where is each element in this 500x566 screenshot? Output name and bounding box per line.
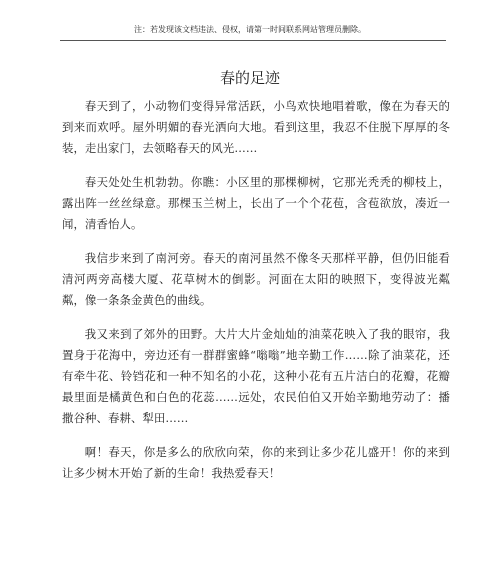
- document-body: [62, 96, 450, 497]
- paragraph-1: 春天到了，小动物们变得异常活跃，小鸟欢快地唱着歌，像在为春天的到来而欢呼。屋外明媚的春光洒向大地。看到这里，我忍不住脱下厚厚的冬装，走出家门，去领略春天的风光……: [62, 99, 450, 155]
- disclaimer-notice: 注：若发现该文档违法、侵权，请第一时间联系网站管理员删除。: [134, 25, 366, 34]
- paragraph-4: 我又来到了郊外的田野。大片大片金灿灿的油菜花映入了我的眼帘，我置身于花海中，旁边还有一群群蜜蜂“嗡嗡”地辛勤工作……除了油菜花，还有牵牛花、铃铛花和一种不知名的小花，这种小花有五片洁白的花瓣，花瓣最里面是橘黄色和白色的花蕊……远处，农民伯伯又开始辛勤地劳动了：播撒谷种、春耕、犁田……: [62, 327, 450, 425]
- paragraph-3: 我信步来到了南河旁。春天的南河虽然不像冬天那样平静，但仍旧能看清河两旁高楼大厦、花草树木的倒影。河面在太阳的映照下，变得波光粼粼，像一条条金黄色的曲线。: [62, 251, 450, 307]
- paragraph-2: 春天处处生机勃勃。你瞧：小区里的那棵柳树，它那光秃秃的柳枝上，露出阵一丝丝绿意。那棵玉兰树上，长出了一个个花苞，含苞欲放，凑近一闻，清香怡人。: [62, 175, 450, 231]
- document-title: 春的足迹: [219, 69, 280, 87]
- paragraph-5: 啊！春天，你是多么的欣欣向荣，你的来到让多少花儿盛开！你的来到让多少树木开始了新的生命！我热爱春天！: [62, 445, 450, 480]
- header-divider: [60, 40, 446, 41]
